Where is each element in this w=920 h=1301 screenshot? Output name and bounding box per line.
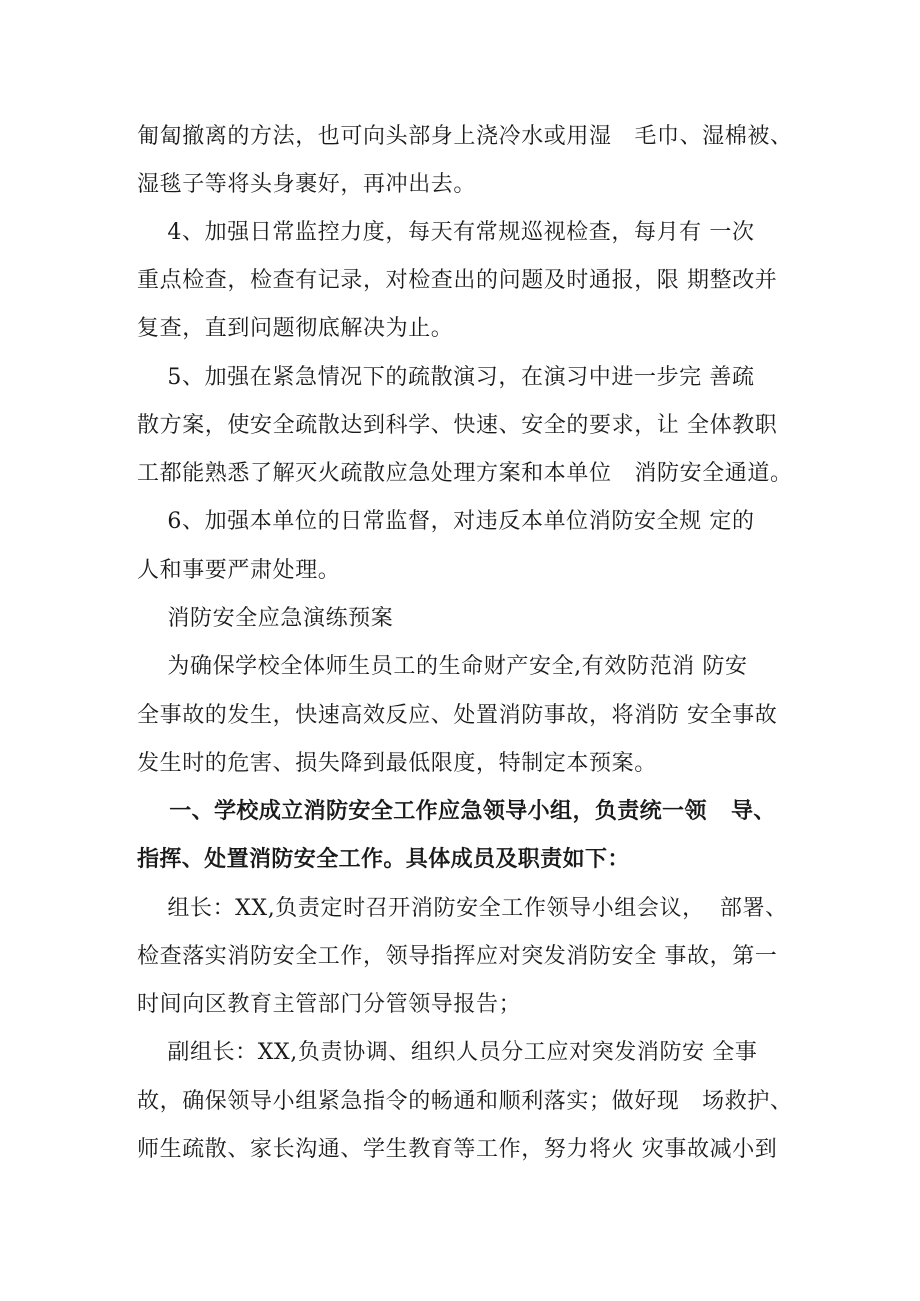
section-title: 消防安全应急演练预案 [137, 606, 394, 631]
bold-heading-line: 指挥、处置消防安全工作。具体成员及职责如下： [137, 847, 630, 872]
text-line: 工都能熟悉了解灭火疏散应急处理方案和本单位 消防安全通道。 [137, 461, 793, 486]
text-line: 故，确保领导小组紧急指令的畅通和顺利落实；做好现 场救护、 [137, 1089, 793, 1114]
text-line: 组长：XX,负责定时召开消防安全工作领导小组会议， 部署、 [137, 896, 788, 921]
text-line: 为确保学校全体师生员工的生命财产安全,有效防范消 防安 [137, 654, 748, 679]
text-line: 时间向区教育主管部门分管领导报告； [137, 992, 522, 1017]
text-line: 4、加强日常监控力度，每天有常规巡视检查，每月有 一次 [137, 220, 755, 245]
text-line: 发生时的危害、损失降到最低限度，特制定本预案。 [137, 751, 657, 776]
text-line: 副组长：XX,负责协调、组织人员分工应对突发消防安 全事 [137, 1040, 758, 1065]
text-line: 6、加强本单位的日常监督，对违反本单位消防安全规 定的 [137, 509, 755, 534]
text-line: 师生疏散、家长沟通、学生教育等工作，努力将火 灾事故减小到 [137, 1137, 778, 1162]
text-line: 人和事要严肃处理。 [137, 558, 341, 583]
text-line: 湿毯子等将头身裹好，再冲出去。 [137, 172, 477, 197]
bold-heading-line: 一、学校成立消防安全工作应急领导小组，负责统一领 导、 [137, 799, 776, 824]
text-line: 检查落实消防安全工作，领导指挥应对突发消防安全 事故，第一 [137, 944, 778, 969]
text-line: 5、加强在紧急情况下的疏散演习，在演习中进一步完 善疏 [137, 365, 755, 390]
text-line: 匍匐撤离的方法，也可向头部身上浇冷水或用湿 毛巾、湿棉被、 [137, 124, 793, 149]
text-line: 全事故的发生，快速高效反应、处置消防事故，将消防 安全事故 [137, 703, 778, 728]
text-line: 散方案，使安全疏散达到科学、快速、安全的要求，让 全体教职 [137, 413, 778, 438]
text-line: 重点检查，检查有记录，对检查出的问题及时通报，限 期整改并 [137, 268, 778, 293]
text-line: 复查，直到问题彻底解决为止。 [137, 316, 454, 341]
